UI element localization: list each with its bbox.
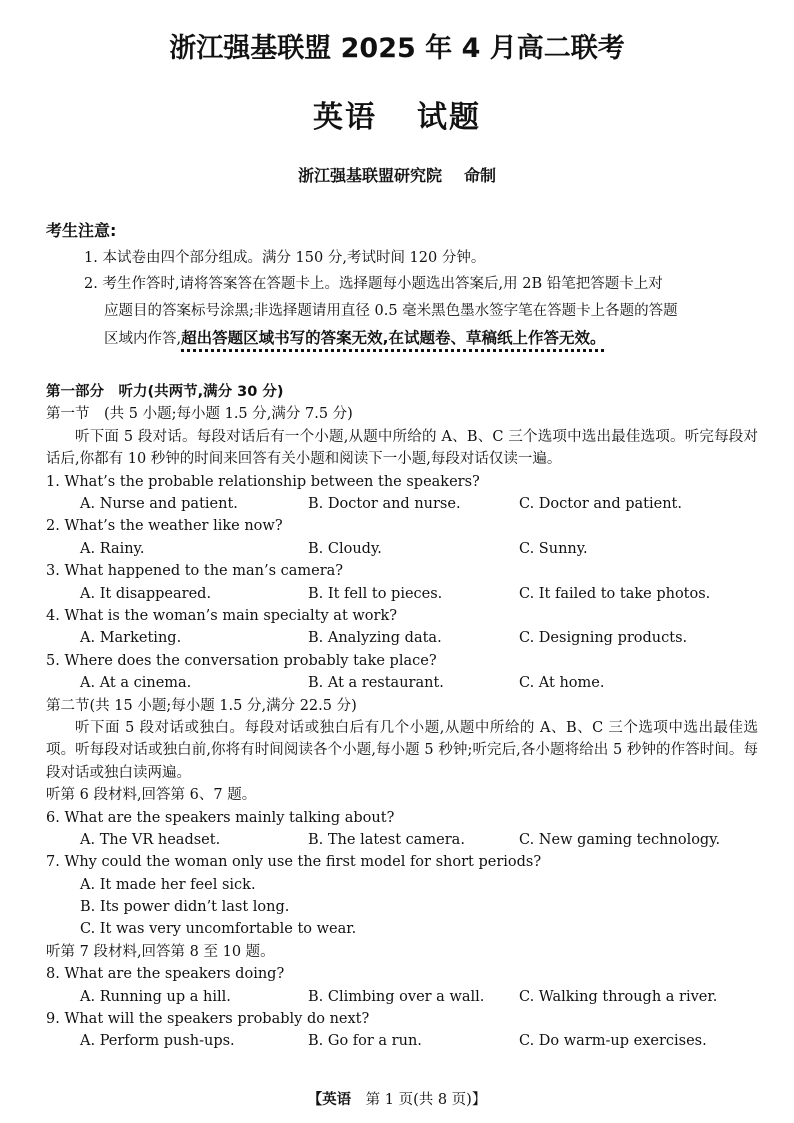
question-7-option-c: C. It was very uncomfortable to wear. xyxy=(80,921,357,938)
question-3-option-b: B. It fell to pieces. xyxy=(308,585,443,602)
question-4-options xyxy=(46,627,758,649)
question-6-option-b: B. The latest camera. xyxy=(308,831,465,848)
question-1-options xyxy=(46,493,758,515)
question-6-option-c: C. New gaming technology. xyxy=(519,831,721,848)
notice-heading: 考生注意: xyxy=(46,221,117,240)
question-2-option-b: B. Cloudy. xyxy=(308,540,382,557)
question-5-stem: 5. Where does the conversation probably take place? xyxy=(46,652,437,669)
exam-title: 浙江强基联盟 2025 年 4 月高二联考 xyxy=(169,33,625,64)
question-9-option-a: A. Perform push-ups. xyxy=(80,1033,235,1050)
subject-title xyxy=(0,92,794,136)
question-7-stem: 7. Why could the woman only use the first model for short periods? xyxy=(46,854,542,871)
footer-subject: 【英语 xyxy=(307,1092,352,1108)
notice-emphasis: 超出答题区域书写的答案无效,在试题卷、草稿纸上作答无效。 xyxy=(181,329,606,347)
notice-item-2-line-3 xyxy=(104,329,606,348)
question-1-option-a: A. Nurse and patient. xyxy=(80,495,238,512)
question-4-option-a: A. Marketing. xyxy=(80,630,182,647)
section1-instructions: 听下面 5 段对话。每段对话后有一个小题,从题中所给的 A、B、C 三个选项中选出最佳选项。听完每段对话后,你都有 10 秒钟的时间来回答有关小题和阅读下一小题,每段对话仅读一遍。 xyxy=(46,428,758,468)
question-8-option-b: B. Climbing over a wall. xyxy=(308,988,485,1005)
question-8-stem: 8. What are the speakers doing? xyxy=(46,966,285,983)
question-3-option-a: A. It disappeared. xyxy=(80,585,212,602)
question-5-option-a: A. At a cinema. xyxy=(80,675,192,692)
question-6-stem: 6. What are the speakers mainly talking about? xyxy=(46,809,395,826)
material-6-heading: 听第 6 段材料,回答第 6、7 题。 xyxy=(46,787,257,804)
issuer-role: 命制 xyxy=(464,166,497,185)
question-2-option-a: A. Rainy. xyxy=(80,540,145,557)
issuer-name: 浙江强基联盟研究院 xyxy=(297,166,442,185)
section2-instructions: 听下面 5 段对话或独白。每段对话或独白后有几个小题,从题中所给的 A、B、C 三个选项中选出最佳选项。听每段对话或独白前,你将有时间阅读各个小题,每小题 5 秒钟;听完后,各小题将给出 5 秒钟的作答时间。每段对话或独白读两遍。 xyxy=(46,719,758,781)
question-9-options xyxy=(46,1030,758,1052)
subject-right: 试题 xyxy=(417,100,481,135)
section2-heading: 第二节(共 15 小题;每小题 1.5 分,满分 22.5 分) xyxy=(46,697,357,714)
page-footer xyxy=(0,1088,794,1109)
question-3-stem: 3. What happened to the man’s camera? xyxy=(46,563,344,580)
question-3-option-c: C. It failed to take photos. xyxy=(519,585,711,602)
question-1-option-b: B. Doctor and nurse. xyxy=(308,495,461,512)
question-2-stem: 2. What’s the weather like now? xyxy=(46,518,283,535)
section1-heading: 第一节 (共 5 小题;每小题 1.5 分,满分 7.5 分) xyxy=(46,406,353,423)
question-7-option-a: A. It made her feel sick. xyxy=(80,876,256,893)
question-4-option-c: C. Designing products. xyxy=(519,630,688,647)
question-4-stem: 4. What is the woman’s main specialty at work? xyxy=(46,607,398,624)
footer-page-number: 第 1 页(共 8 页)】 xyxy=(365,1092,487,1108)
question-5-options xyxy=(46,672,758,694)
material-7-heading: 听第 7 段材料,回答第 8 至 10 题。 xyxy=(46,943,275,960)
issuer-line xyxy=(0,163,794,186)
notice-item-1: 1. 本试卷由四个部分组成。满分 150 分,考试时间 120 分钟。 xyxy=(84,250,486,266)
question-1-stem: 1. What’s the probable relationship between the speakers? xyxy=(46,473,480,490)
question-6-options xyxy=(46,829,758,851)
notice-item-2-prefix: 区域内作答, xyxy=(104,331,182,347)
notice-item-2-line-2: 应题目的答案标号涂黑;非选择题请用直径 0.5 毫米黑色墨水签字笔在答题卡上各题的答题 xyxy=(104,303,678,319)
question-7-option-b: B. Its power didn’t last long. xyxy=(80,899,290,916)
question-2-option-c: C. Sunny. xyxy=(519,540,588,557)
subject-left: 英语 xyxy=(313,100,377,135)
question-5-option-c: C. At home. xyxy=(519,675,605,692)
question-4-option-b: B. Analyzing data. xyxy=(308,630,442,647)
question-9-option-c: C. Do warm-up exercises. xyxy=(519,1033,707,1050)
question-9-stem: 9. What will the speakers probably do next? xyxy=(46,1011,370,1028)
question-3-options xyxy=(46,583,758,605)
listening-section xyxy=(46,381,758,1053)
notice-item-2-line-1: 2. 考生作答时,请将答案答在答题卡上。选择题每小题选出答案后,用 2B 铅笔把答题卡上对 xyxy=(84,276,663,292)
question-8-option-c: C. Walking through a river. xyxy=(519,988,718,1005)
question-1-option-c: C. Doctor and patient. xyxy=(519,495,682,512)
question-8-option-a: A. Running up a hill. xyxy=(80,988,231,1005)
part1-heading: 第一部分 听力(共两节,满分 30 分) xyxy=(46,384,284,400)
question-5-option-b: B. At a restaurant. xyxy=(308,675,444,692)
question-9-option-b: B. Go for a run. xyxy=(308,1033,422,1050)
question-8-options xyxy=(46,986,758,1008)
question-6-option-a: A. The VR headset. xyxy=(80,831,221,848)
question-2-options xyxy=(46,538,758,560)
